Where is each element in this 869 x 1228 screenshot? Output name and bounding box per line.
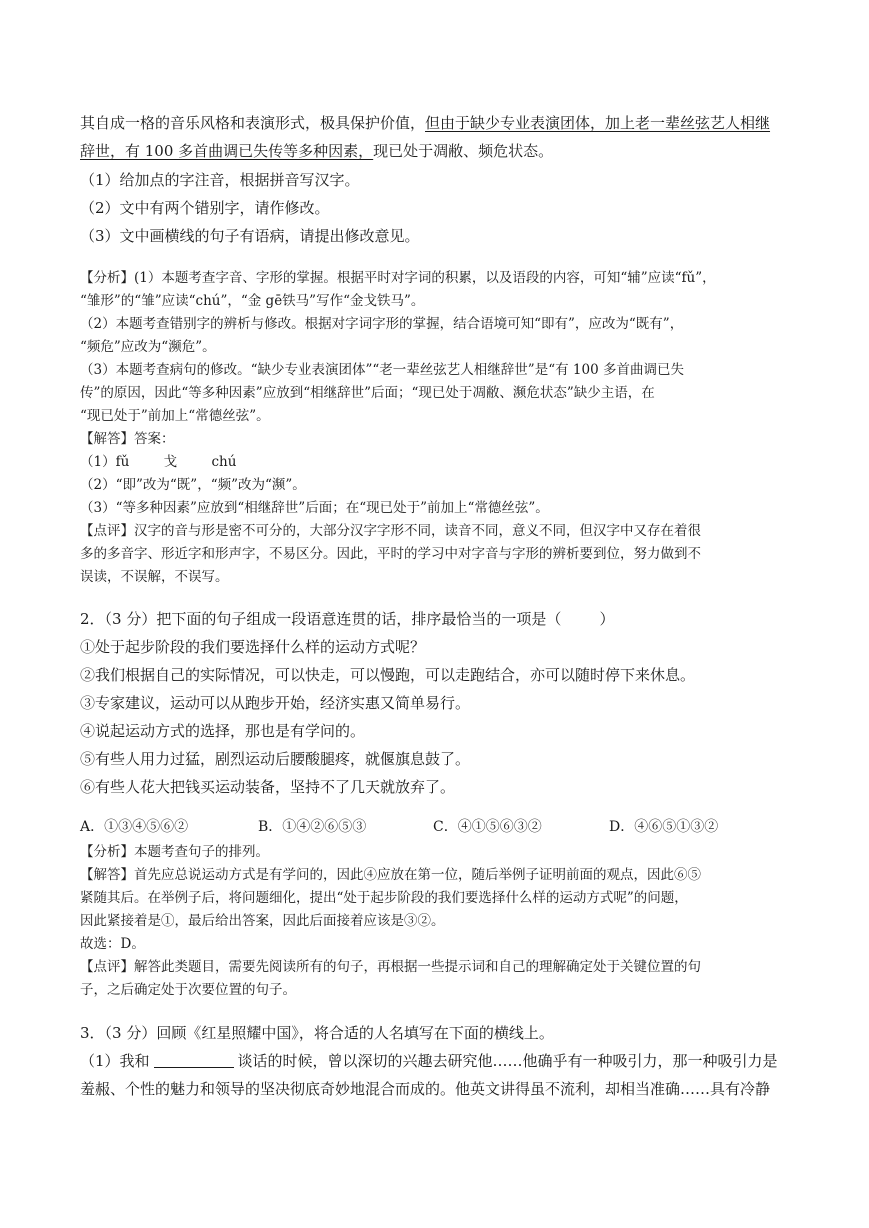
q2-sentence: ④说起运动方式的选择，那也是有学问的。 <box>80 722 366 740</box>
q1-answer-1: （1）fǔ 戈 chú <box>80 454 237 470</box>
q1-analysis-line: （2）本题考查错别字的辨析与修改。根据对字词字形的掌握，结合语境可知“即有”，应改为“既有”， <box>80 316 684 332</box>
q2-answer-line: 因此紧接着是①，最后给出答案，因此后面接着应该是③②。 <box>80 913 445 929</box>
q1-answer-label: 【解答】答案： <box>80 431 175 447</box>
q1-analysis-line: “频危”应改为“濒危”。 <box>80 339 216 355</box>
q1-passage-line-1 <box>80 112 770 133</box>
q3-sub1-suffix: 谈话的时候，曾以深切的兴趣去研究他……他确乎有一种吸引力，那一种吸引力是 <box>237 1052 778 1070</box>
q1-sub-question-2: （2）文中有两个错别字，请作修改。 <box>80 199 330 217</box>
q1-analysis-line: （3）本题考查病句的修改。“缺少专业表演团体”“老一辈丝弦艺人相继辞世”是“有 100 多首曲调已失 <box>80 362 684 378</box>
q1-passage-text: 其自成一格的音乐风格和表演形式，极具保护价值， <box>80 114 426 132</box>
q2-analysis: 【分析】本题考查句子的排列。 <box>80 844 269 860</box>
q2-option-d: D．④⑥⑤①③② <box>609 819 719 835</box>
q2-answer-line: 故选：D。 <box>80 936 145 952</box>
q3-sub1-prefix: （1）我和 <box>80 1052 150 1070</box>
q1-comment-line: 【点评】汉字的音与形是密不可分的，大部分汉字字形不同，读音不同，意义不同，但汉字中又存在着很 <box>80 523 701 539</box>
q2-sentence: ②我们根据自己的实际情况，可以快走，可以慢跑，可以走跑结合，亦可以随时停下来休息。 <box>80 666 696 684</box>
q1-analysis-line: 【分析】(1）本题考查字音、字形的掌握。根据平时对字词的积累，以及语段的内容，可知“辅”应读“fǔ”， <box>80 270 716 286</box>
q2-sentence: ③专家建议，运动可以从跑步开始，经济实惠又简单易行。 <box>80 694 471 712</box>
q2-comment-line: 子，之后确定处于次要位置的句子。 <box>80 982 296 998</box>
q1-sub-question-1: （1）给加点的字注音，根据拼音写汉字。 <box>80 171 360 189</box>
q1-passage-line-2 <box>80 140 553 161</box>
q1-comment-line: 误读，不误解，不误写。 <box>80 569 229 585</box>
q1-answer-2: （2）“即”改为“既”，“频”改为“濒”。 <box>80 477 306 493</box>
q3-sub-question-1 <box>80 1050 778 1071</box>
q2-option-b: B．①④②⑥⑤③ <box>258 819 367 835</box>
fill-in-blank <box>154 1053 234 1068</box>
q2-answer-line: 紧随其后。在举例子后，将问题细化，提出“处于起步阶段的我们要选择什么样的运动方式呢”的问题， <box>80 890 688 906</box>
q1-analysis-line: “现已处于”前加上“常德丝弦”。 <box>80 408 270 424</box>
q1-underlined-sentence: 但由于缺少专业表演团体，加上老一辈丝弦艺人相继 <box>425 114 771 132</box>
q2-sentence: ⑥有些人花大把钱买运动装备，坚持不了几天就放弃了。 <box>80 778 456 796</box>
q3-stem: 3．（3 分）回顾《红星照耀中国》，将合适的人名填写在下面的横线上。 <box>80 1024 554 1042</box>
q2-comment-line: 【点评】解答此类题目，需要先阅读所有的句子，再根据一些提示词和自己的理解确定处于关键位置的句 <box>80 959 701 975</box>
q1-analysis-line: 传”的原因，因此“等多种因素”应放到“相继辞世”后面；“现已处于凋敝、濒危状态”缺少主语，在 <box>80 385 655 401</box>
q1-underlined-sentence: 辞世，有 100 多首曲调已失传等多种因素， <box>80 142 374 160</box>
q2-stem: 2．（3 分）把下面的句子组成一段语意连贯的话，排序最恰当的一项是（ ） <box>80 610 615 628</box>
q2-option-c: C．④①⑤⑥③② <box>433 819 542 835</box>
q1-comment-line: 多的多音字、形近字和形声字，不易区分。因此，平时的学习中对字音与字形的辨析要到位，努力做到不 <box>80 546 701 562</box>
q3-sub1-line-2: 羞赧、个性的魅力和领导的坚决彻底奇妙地混合而成的。他英文讲得虽不流利，却相当准确……具有冷静 <box>80 1080 771 1098</box>
q2-sentence: ⑤有些人用力过猛，剧烈运动后腰酸腿疼，就偃旗息鼓了。 <box>80 750 471 768</box>
q1-answer-3: （3）“等多种因素”应放到“相继辞世”后面；在“现已处于”前加上“常德丝弦”。 <box>80 500 549 516</box>
q1-analysis-line: “雏形”的“雏”应读“chú”，“金 gē铁马”写作“金戈铁马”。 <box>80 293 425 309</box>
q2-sentence: ①处于起步阶段的我们要选择什么样的运动方式呢？ <box>80 638 426 656</box>
q1-sub-question-3: （3）文中画横线的句子有语病，请提出修改意见。 <box>80 227 420 245</box>
q2-answer-line: 【解答】首先应总说运动方式是有学问的，因此④应放在第一位，随后举例子证明前面的观点，因此⑥⑤ <box>80 867 701 883</box>
q2-option-a: A．①③④⑤⑥② <box>80 819 189 835</box>
q1-passage-text: 现已处于凋敝、频危状态。 <box>373 142 554 160</box>
